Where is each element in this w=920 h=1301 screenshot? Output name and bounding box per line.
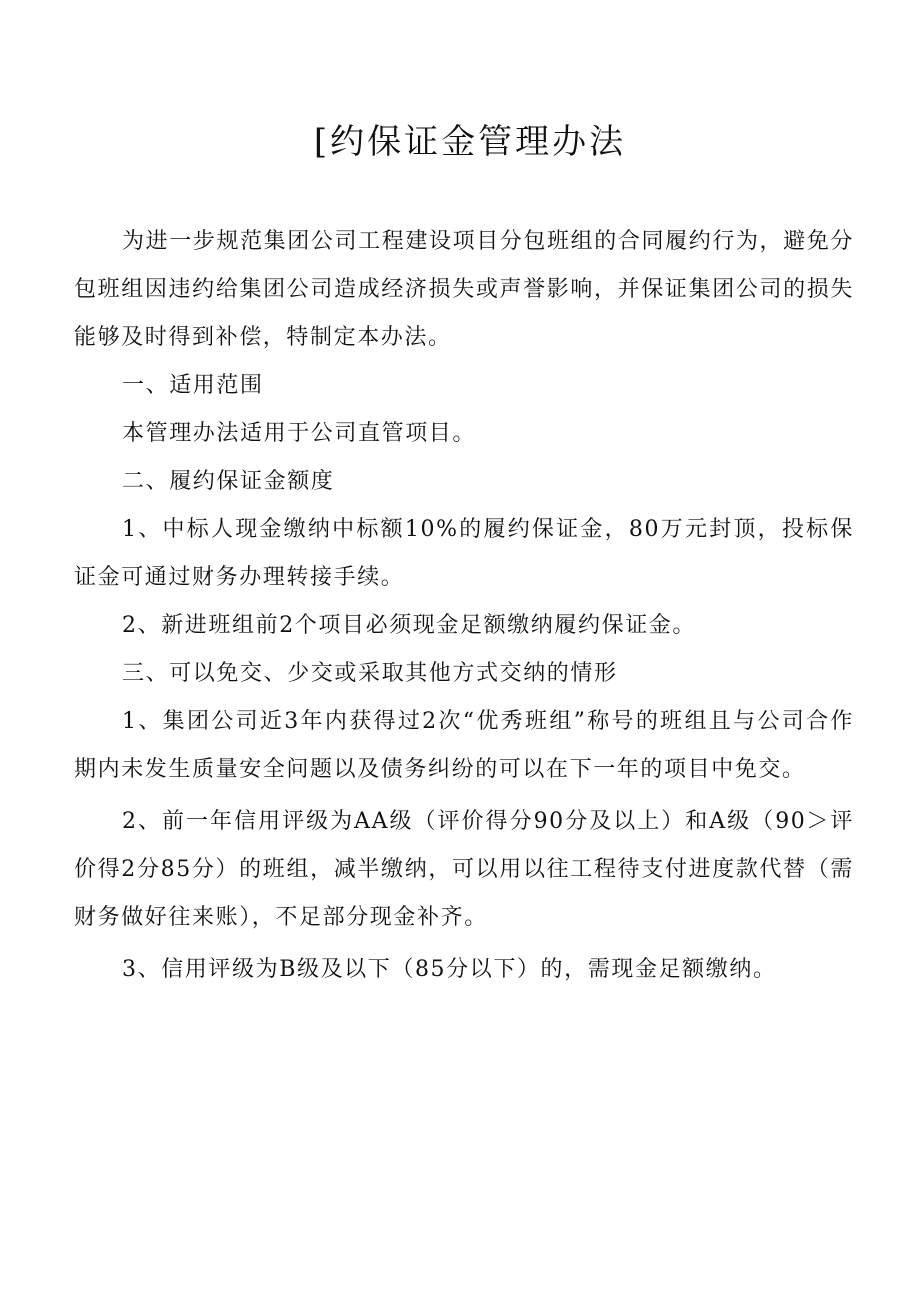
- section-heading-scope: 一、适用范围: [122, 373, 264, 398]
- amount-item-1: 1、中标人现金缴纳中标额10%的履约保证金，80万元封顶，投标保证金可通过财务办理转接手续。: [74, 517, 854, 590]
- document-body: [74, 218, 854, 994]
- amount-item-2: 2、新进班组前2个项目必须现金足额缴纳履约保证金。: [122, 613, 696, 638]
- exemption-item-3: 3、信用评级为B级及以下（85分以下）的，需现金足额缴纳。: [122, 957, 777, 982]
- section-heading-exemptions: 三、可以免交、少交或采取其他方式交纳的情形: [122, 661, 618, 686]
- intro-paragraph: 为进一步规范集团公司工程建设项目分包班组的合同履约行为，避免分包班组因违约给集团公司造成经济损失或声誉影响，并保证集团公司的损失能够及时得到补偿，特制定本办法。: [74, 229, 854, 350]
- exemption-item-1: 1、集团公司近3年内获得过2次“优秀班组”称号的班组且与公司合作期内未发生质量安全问题以及债务纠纷的可以在下一年的项目中免交。: [74, 709, 854, 782]
- document-title: [约保证金管理办法: [313, 122, 627, 162]
- scope-paragraph: 本管理办法适用于公司直管项目。: [122, 421, 477, 446]
- exemption-item-2: 2、前一年信用评级为AA级（评价得分90分及以上）和A级（90＞评价得2分85分）的班组，减半缴纳，可以用以往工程待支付进度款代替（需财务做好往来账），不足部分现金补齐。: [74, 809, 854, 930]
- section-heading-amount: 二、履约保证金额度: [122, 469, 335, 494]
